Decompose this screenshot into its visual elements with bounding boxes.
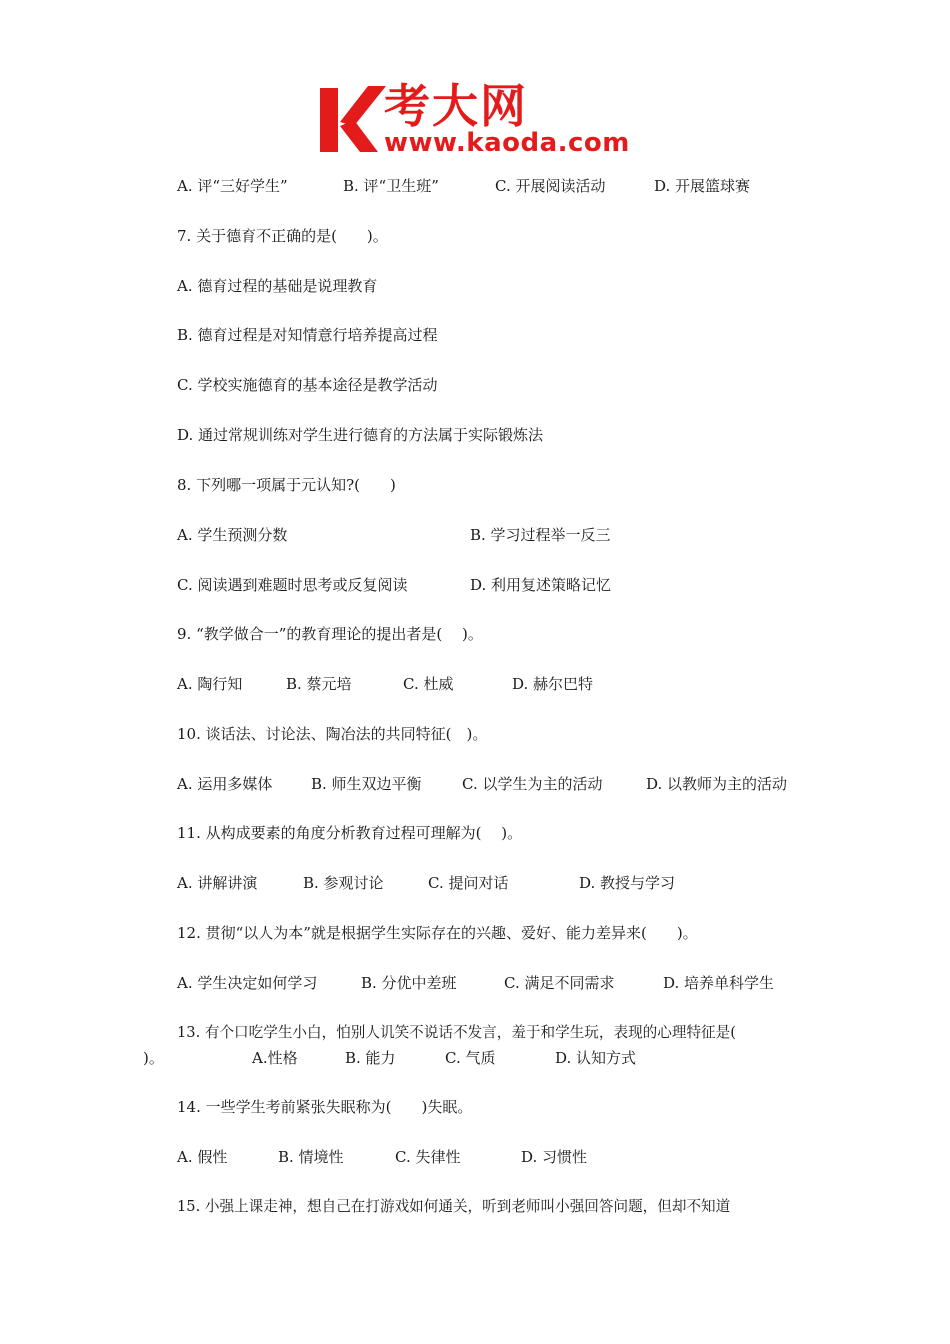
q6-option-c: C. 开展阅读活动: [495, 177, 606, 195]
q11-option-d: D. 教授与学习: [579, 874, 676, 892]
logo-url-text: www.kaoda.com: [384, 128, 630, 158]
q10-option-d: D. 以教师为主的活动: [646, 775, 788, 793]
q13-option-d: D. 认知方式: [555, 1049, 637, 1067]
q6-option-b: B. 评“卫生班”: [343, 177, 439, 195]
q9-option-b: B. 蔡元培: [286, 675, 352, 693]
question-12: 12. 贯彻“以人为本”就是根据学生实际存在的兴趣、爱好、能力差异来( )。: [177, 924, 698, 942]
q8-option-c: C. 阅读遇到难题时思考或反复阅读: [177, 576, 408, 594]
q9-option-d: D. 赫尔巴特: [512, 675, 594, 693]
q11-option-b: B. 参观讨论: [303, 874, 384, 892]
q6-option-d: D. 开展篮球赛: [654, 177, 751, 195]
q12-option-b: B. 分优中差班: [361, 974, 457, 992]
q10-option-a: A. 运用多媒体: [177, 775, 273, 793]
question-9: 9. “教学做合一”的教育理论的提出者是( )。: [177, 625, 483, 643]
q8-option-a: A. 学生预测分数: [177, 526, 288, 544]
q11-option-c: C. 提问对话: [428, 874, 509, 892]
k-letter-icon: [318, 82, 388, 160]
q7-option-b: B. 德育过程是对知情意行培养提高过程: [177, 326, 438, 344]
q10-option-b: B. 师生双边平衡: [311, 775, 422, 793]
q7-option-c: C. 学校实施德育的基本途径是教学活动: [177, 376, 438, 394]
q10-option-c: C. 以学生为主的活动: [462, 775, 603, 793]
q9-option-a: A. 陶行知: [177, 675, 243, 693]
q8-option-b: B. 学习过程举一反三: [470, 526, 611, 544]
q9-option-c: C. 杜威: [403, 675, 454, 693]
kaoda-logo: [318, 79, 640, 160]
q12-option-d: D. 培养单科学生: [663, 974, 775, 992]
question-7: 7. 关于德育不正确的是( )。: [177, 227, 388, 245]
question-10: 10. 谈话法、讨论法、陶冶法的共同特征( )。: [177, 725, 488, 743]
question-14: 14. 一些学生考前紧张失眠称为( )失眠。: [177, 1098, 473, 1116]
q12-option-a: A. 学生决定如何学习: [177, 974, 318, 992]
q14-option-c: C. 失律性: [395, 1148, 461, 1166]
logo-chinese-text: 考大网: [384, 79, 528, 133]
q8-option-d: D. 利用复述策略记忆: [470, 576, 612, 594]
q13-option-a: A.性格: [252, 1049, 298, 1067]
question-13-line-2: )。: [143, 1049, 164, 1067]
question-8: 8. 下列哪一项属于元认知?( ): [177, 476, 396, 494]
q7-option-a: A. 德育过程的基础是说理教育: [177, 277, 378, 295]
question-15: 15. 小强上课走神，想自己在打游戏如何通关，听到老师叫小强回答问题，但却不知道: [177, 1198, 731, 1215]
q14-option-b: B. 情境性: [278, 1148, 344, 1166]
q13-option-b: B. 能力: [345, 1049, 396, 1067]
q12-option-c: C. 满足不同需求: [504, 974, 615, 992]
question-11: 11. 从构成要素的角度分析教育过程可理解为( )。: [177, 824, 523, 842]
q11-option-a: A. 讲解讲演: [177, 874, 258, 892]
q14-option-d: D. 习惯性: [521, 1148, 588, 1166]
q13-option-c: C. 气质: [445, 1049, 496, 1067]
q6-option-a: A. 评“三好学生”: [177, 177, 288, 195]
q14-option-a: A. 假性: [177, 1148, 228, 1166]
q7-option-d: D. 通过常规训练对学生进行德育的方法属于实际锻炼法: [177, 426, 544, 444]
question-13-line-1: 13. 有个口吃学生小白，怕别人讥笑不说话不发言，羞于和学生玩，表现的心理特征是(: [177, 1024, 736, 1041]
